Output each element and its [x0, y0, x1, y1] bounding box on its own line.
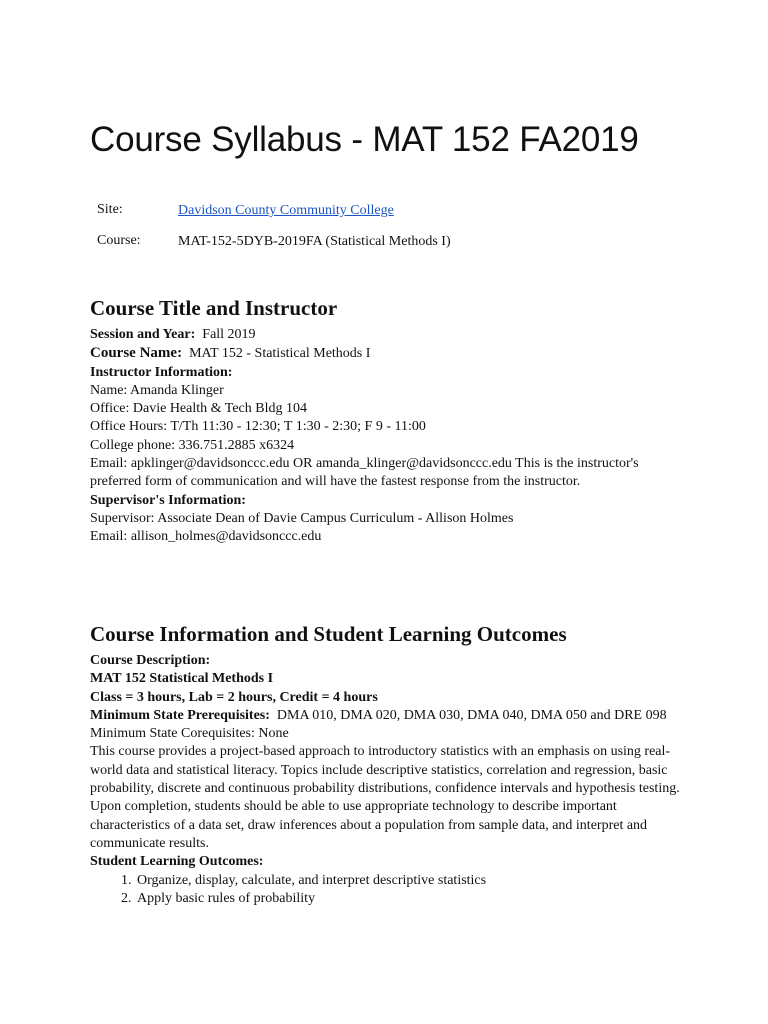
supervisor-info-label: Supervisor's Information:	[90, 492, 246, 508]
outcomes-label: Student Learning Outcomes:	[90, 854, 264, 870]
course-title-instructor-section	[90, 296, 650, 547]
course-description-label: Course Description:	[90, 653, 211, 668]
session-label: Session and Year:	[90, 327, 196, 342]
page-title: Course Syllabus - MAT 152 FA2019	[90, 120, 639, 159]
site-value	[178, 202, 468, 220]
course-information-section	[90, 622, 680, 908]
course-name-value: MAT 152 - Statistical Methods I	[189, 346, 371, 362]
supervisor-line: Supervisor: Associate Dean of Davie Campus Curriculum - Allison Holmes	[90, 510, 514, 526]
course-label: Course:	[97, 233, 141, 248]
course-row	[97, 233, 468, 251]
site-row	[97, 202, 468, 220]
session-line	[90, 326, 650, 344]
site-label: Site:	[97, 202, 123, 217]
instructor-office: Office: Davie Health & Tech Bldg 104	[90, 401, 307, 417]
corequisites: Minimum State Corequisites: None	[90, 726, 289, 742]
section-heading: Course Title and Instructor	[90, 296, 338, 320]
college-phone: College phone: 336.751.2885 x6324	[90, 437, 295, 453]
session-value: Fall 2019	[202, 327, 256, 342]
supervisor-email: Email: allison_holmes@davidsonccc.edu	[90, 529, 322, 545]
outcomes-list	[90, 872, 650, 909]
instructor-name: Name: Amanda Klinger	[90, 382, 224, 398]
course-value: MAT-152-5DYB-2019FA (Statistical Methods I)	[178, 234, 451, 249]
prereq-label: Minimum State Prerequisites:	[90, 707, 270, 723]
instructor-info-label: Instructor Information:	[90, 364, 233, 380]
prereq-value: DMA 010, DMA 020, DMA 030, DMA 040, DMA 050 and DRE 098	[276, 707, 667, 723]
office-hours: Office Hours: T/Th 11:30 - 12:30; T 1:30 - 2:30; F 9 - 11:00	[90, 419, 426, 435]
hours-line: Class = 3 hours, Lab = 2 hours, Credit = 4 hours	[90, 689, 378, 705]
list-item: 1. Organize, display, calculate, and interpret descriptive statistics	[135, 872, 650, 890]
instructor-email: Email: apklinger@davidsonccc.edu OR amanda_klinger@davidsonccc.edu This is the instructor's preferred form of communication and will have the fastest response from the instructor.	[90, 456, 639, 490]
site-link[interactable]: Davidson County Community College	[178, 203, 394, 218]
list-item: 2. Apply basic rules of probability	[135, 890, 650, 908]
course-name-label: Course Name:	[90, 345, 183, 362]
course-title: MAT 152 Statistical Methods I	[90, 671, 274, 687]
section-heading: Course Information and Student Learning Outcomes	[90, 622, 567, 646]
course-description: This course provides a project-based approach to introductory statistics with an emphasis on using real-world data and statistical literacy. Topics include descriptive statistics, correlation and regression, basic probability, discrete and continuous probability distributions, confidence intervals and hypothesis testing. Upon completion, students should be able to use appropriate technology to describe important characteristics of a data set, draw inferences about a population from sample data, and interpret and communicate results.	[90, 744, 680, 851]
course-meta	[97, 202, 468, 264]
course-name-line	[90, 344, 650, 363]
prerequisites	[90, 707, 690, 725]
